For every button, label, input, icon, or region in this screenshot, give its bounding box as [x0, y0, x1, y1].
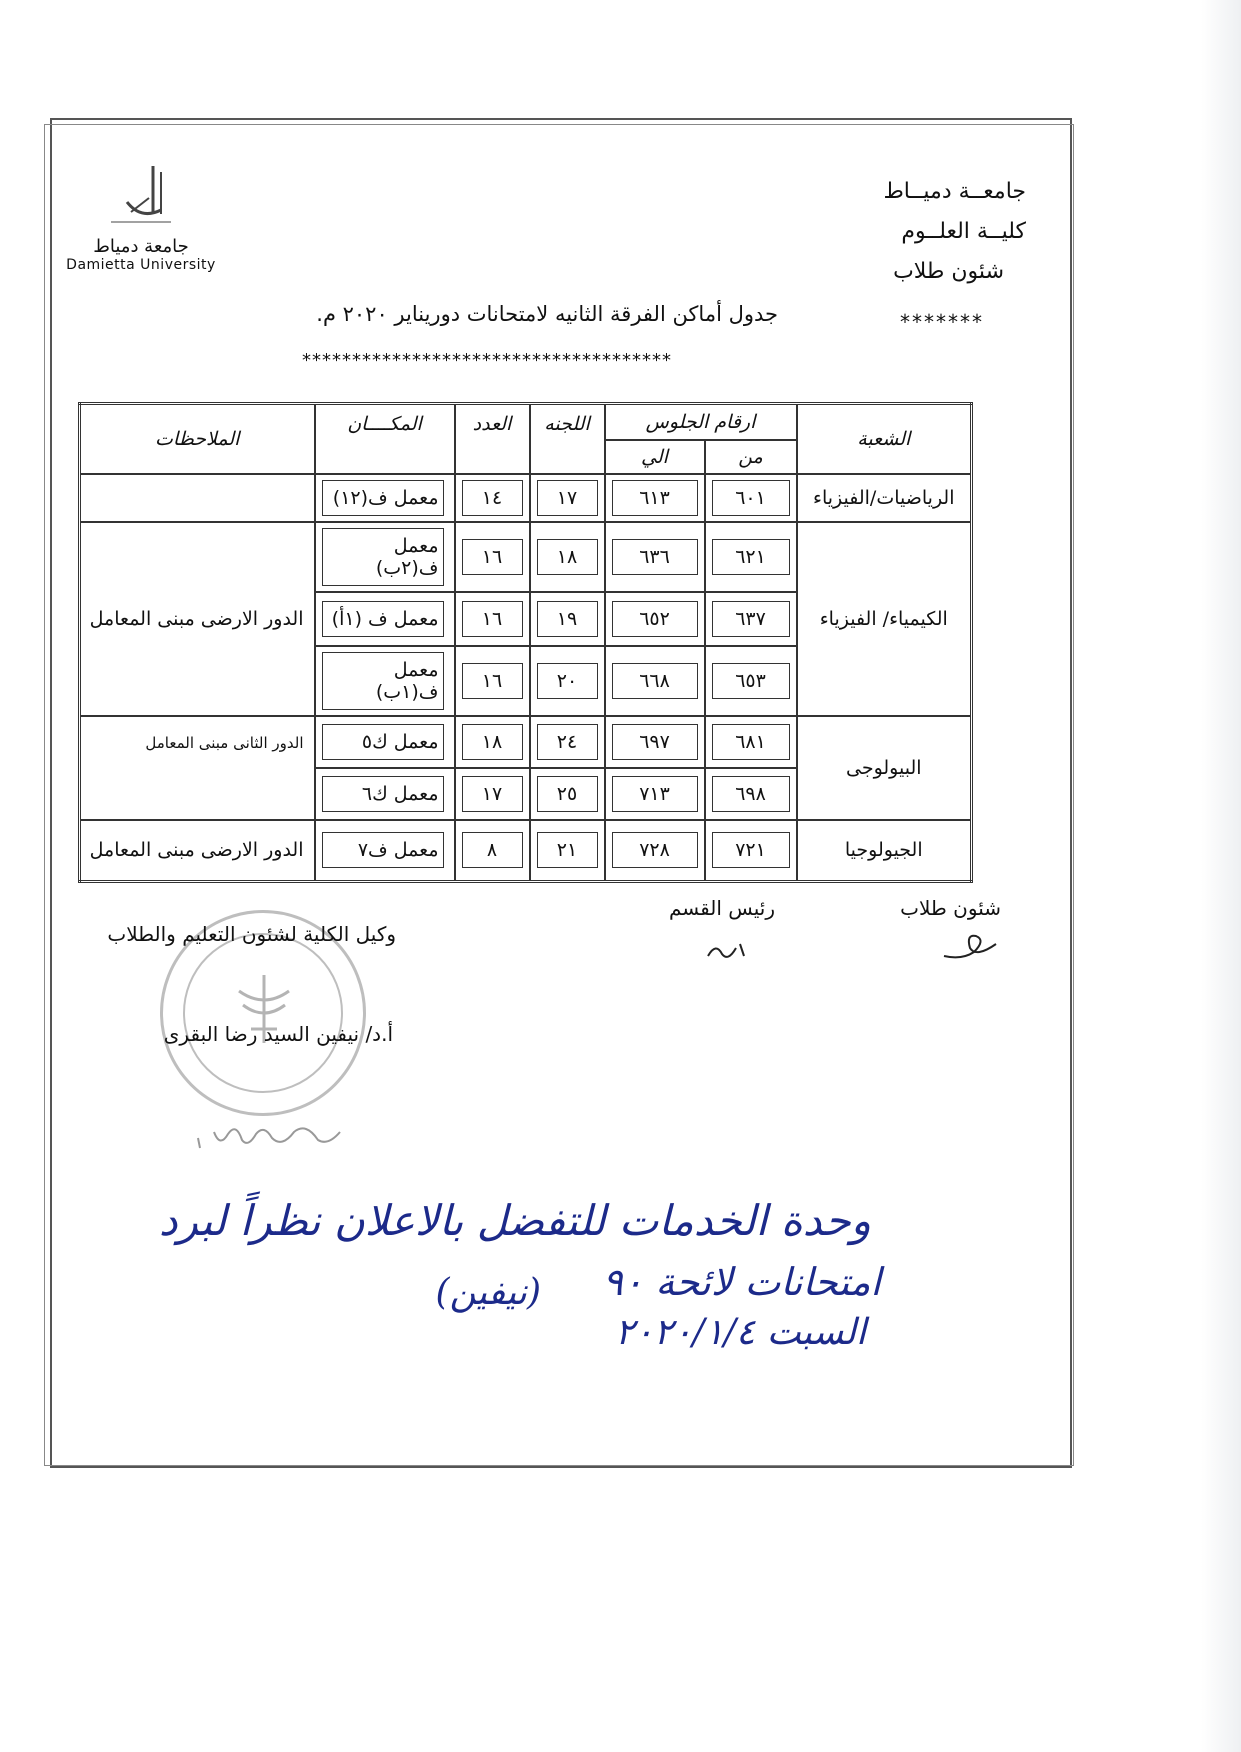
student-affairs-label: شئون طلاب [900, 896, 1001, 920]
row-to: ٧١٣ [605, 768, 705, 820]
row-to: ٦٩٧ [605, 716, 705, 768]
header-division: الشعبة [797, 404, 972, 474]
row-notes: الدور الارضى مبنى المعامل [80, 820, 315, 882]
row-to: ٦٥٢ [605, 592, 705, 646]
department-head-signature [702, 936, 752, 966]
row-count: ١٦ [455, 592, 530, 646]
row-committee: ٢٠ [530, 646, 605, 716]
handwritten-note-line4: السبت ٢٠٢٠/١/٤ [614, 1312, 866, 1353]
row-to: ٦١٣ [605, 474, 705, 522]
row-committee: ٢١ [530, 820, 605, 882]
row-from: ٦٩٨ [705, 768, 797, 820]
vice-dean-title: وكيل الكلية لشئون التعليم والطلاب [107, 922, 396, 946]
scan-edge [1201, 0, 1241, 1752]
row-to: ٧٢٨ [605, 820, 705, 882]
row-notes: الدور الارضى مبنى المعامل [80, 522, 315, 716]
row-location: معمل ف (١أ) [315, 592, 455, 646]
row-location: معمل ف٧ [315, 820, 455, 882]
row-location: معمل ك٥ [315, 716, 455, 768]
stamp-date-scribble [190, 1118, 370, 1152]
header-location: المكــــان [315, 404, 455, 474]
department-head-label: رئيس القسم [668, 896, 775, 920]
document-title: جدول أماكن الفرقة الثانيه لامتحانات دوريناير ٢٠٢٠ م. [316, 302, 778, 326]
row-to: ٦٦٨ [605, 646, 705, 716]
row-division: البيولوجى [797, 716, 972, 820]
row-division: الجيولوجيا [797, 820, 972, 882]
row-from: ٧٢١ [705, 820, 797, 882]
university-logo [66, 162, 216, 273]
header-notes: الملاحظات [80, 404, 315, 474]
row-to: ٦٣٦ [605, 522, 705, 592]
row-committee: ١٧ [530, 474, 605, 522]
row-count: ١٦ [455, 646, 530, 716]
row-from: ٦٣٧ [705, 592, 797, 646]
university-name: جامعــة دميــاط [883, 179, 1026, 204]
faculty-name: كليــة العلــوم [901, 219, 1026, 244]
student-affairs-signature [940, 930, 1000, 964]
row-from: ٦٨١ [705, 716, 797, 768]
row-committee: ٢٥ [530, 768, 605, 820]
row-division: الرياضيات/الفيزياء [797, 474, 972, 522]
row-notes: الدور الثانى مبنى المعامل [80, 716, 315, 820]
row-notes [80, 474, 315, 522]
row-committee: ١٩ [530, 592, 605, 646]
row-count: ١٧ [455, 768, 530, 820]
exam-schedule-table [78, 402, 973, 883]
header-committee: اللجنه [530, 404, 605, 474]
row-location: معمل ف(١٢) [315, 474, 455, 522]
header-to: الي [605, 440, 705, 474]
row-from: ٦٥٣ [705, 646, 797, 716]
letterhead [883, 172, 1026, 292]
row-location: معمل ك٦ [315, 768, 455, 820]
header-from: من [705, 440, 797, 474]
table-header-row [80, 404, 972, 440]
header-stars: ******* [900, 310, 984, 334]
title-stars: ************************************* [302, 350, 672, 371]
table-row [80, 820, 972, 882]
row-count: ١٤ [455, 474, 530, 522]
row-location: معمل ف(٢ب) [315, 522, 455, 592]
logo-arabic-text: جامعة دمياط [93, 236, 189, 257]
row-count: ١٦ [455, 522, 530, 592]
handwritten-note-line2: امتحانات لائحة ٩٠ [602, 1260, 881, 1304]
row-division: الكيمياء/ الفيزياء [797, 522, 972, 716]
vice-dean-name: أ.د/ نيفين السيد رضا البقرى [163, 1022, 393, 1046]
handwritten-note-line3: (نيفين) [435, 1272, 541, 1313]
row-committee: ٢٤ [530, 716, 605, 768]
department-name: شئون طلاب [893, 259, 1004, 284]
row-location: معمل ف(١ب) [315, 646, 455, 716]
row-from: ٦٠١ [705, 474, 797, 522]
row-from: ٦٢١ [705, 522, 797, 592]
handwritten-note-line1: وحدة الخدمات للتفضل بالاعلان نظراً لبرد [158, 1196, 871, 1245]
row-count: ١٨ [455, 716, 530, 768]
table-row [80, 474, 972, 522]
table-row [80, 522, 972, 592]
header-seat-numbers: ارقام الجلوس [605, 404, 797, 440]
header-count: العدد [455, 404, 530, 474]
logo-english-text: Damietta University [66, 257, 216, 273]
row-count: ٨ [455, 820, 530, 882]
university-logo-icon [101, 162, 181, 232]
row-committee: ١٨ [530, 522, 605, 592]
table-row [80, 716, 972, 768]
